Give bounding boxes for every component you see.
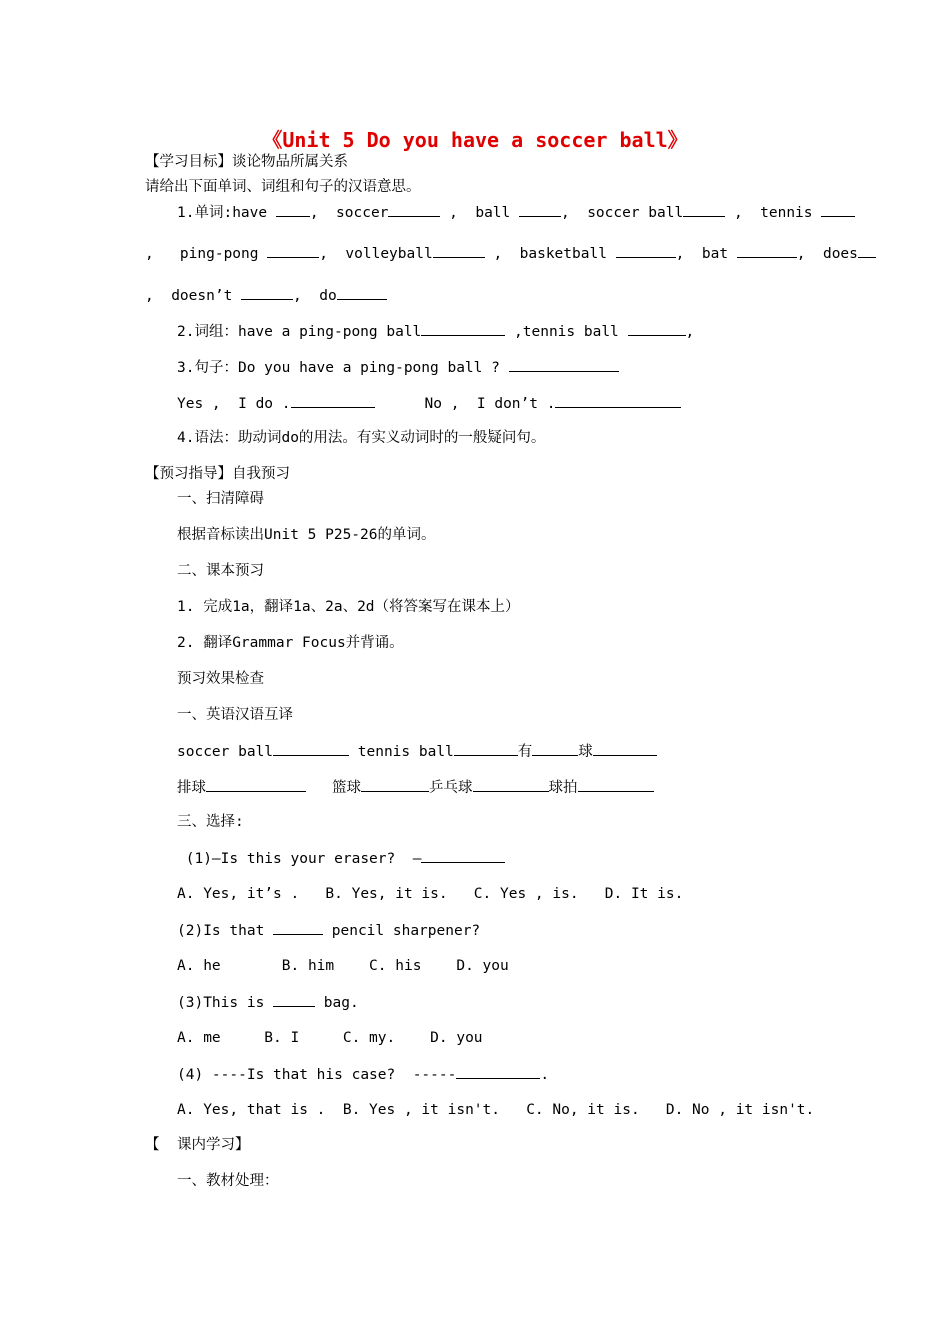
vocab-text: , do — [293, 288, 337, 304]
question-text: bag. — [315, 995, 359, 1011]
answer-blank[interactable] — [337, 285, 387, 300]
vocab-text: , tennis — [725, 205, 822, 221]
phrase-line — [177, 321, 694, 342]
vocab-line-2 — [145, 243, 876, 264]
answer-blank[interactable] — [454, 741, 518, 756]
section-text: 2. 翻译Grammar Focus并背诵。 — [177, 635, 404, 651]
question-text: . — [540, 1067, 550, 1083]
translate-row-1 — [177, 741, 657, 762]
answer-blank[interactable] — [578, 777, 654, 792]
vocab-line-3 — [145, 285, 387, 306]
question-2 — [177, 920, 480, 941]
section-text: 根据音标读出Unit 5 P25-26的单词。 — [177, 527, 436, 543]
answer-blank[interactable] — [683, 202, 725, 217]
phrase-text: 2.词组：have a ping-pong ball — [177, 324, 422, 340]
word: 有 — [517, 744, 533, 760]
phrase-text: , — [685, 324, 695, 340]
vocab-text: 1.单词:have — [177, 205, 276, 221]
question-text: (3)This is — [177, 995, 274, 1011]
word: soccer ball — [177, 744, 274, 760]
answer-blank[interactable] — [555, 393, 681, 408]
instruction: 请给出下面单词、词组和句子的汉语意思。 — [145, 179, 421, 195]
word: 球 — [578, 744, 593, 760]
vocab-text: , soccer ball — [561, 205, 684, 221]
answer-blank[interactable] — [433, 243, 485, 258]
vocab-text: , basketball — [484, 246, 616, 262]
vocab-line-1 — [177, 202, 855, 223]
vocab-text: , bat — [675, 246, 737, 262]
preview-header: 【预习指导】自我预习 — [145, 466, 290, 482]
question-3-options: A. me B. I C. my. D. you — [177, 1030, 483, 1046]
section-heading: 二、课本预习 — [177, 563, 264, 579]
word: 篮球 — [332, 780, 361, 796]
answer-blank[interactable] — [361, 777, 429, 792]
answer-blank[interactable] — [421, 848, 505, 863]
learning-goal: 【学习目标】谈论物品所属关系 — [145, 154, 348, 170]
question-4 — [177, 1064, 549, 1085]
section-heading: 一、扫清障碍 — [177, 491, 264, 507]
answer-blank[interactable] — [532, 741, 578, 756]
question-text: (1)—Is this your eraser? — — [177, 851, 422, 867]
answer-blank[interactable] — [273, 741, 349, 756]
question-1 — [177, 848, 505, 869]
answer-blank[interactable] — [388, 202, 440, 217]
answer-blank[interactable] — [276, 202, 310, 217]
choice-header: 三、选择: — [177, 814, 244, 830]
grammar-line: 4.语法：助动词do的用法。有实义动词时的一般疑问句。 — [177, 430, 546, 446]
answer-blank[interactable] — [821, 202, 855, 217]
answer-blank[interactable] — [737, 243, 797, 258]
question-4-options: A. Yes, that is . B. Yes , it isn't. C. No, it is. D. No , it isn't. — [177, 1102, 815, 1118]
section-text: 1. 完成1a，翻译1a、2a、2d（将答案写在课本上） — [177, 599, 520, 615]
section-heading: 一、英语汉语互译 — [177, 707, 293, 723]
answer-yes: Yes , I do . — [177, 396, 291, 412]
word: 排球 — [177, 780, 206, 796]
question-text: (2)Is that — [177, 923, 274, 939]
vocab-text: , volleyball — [319, 246, 433, 262]
section-heading: 一、教材处理： — [177, 1173, 279, 1189]
vocab-text: , soccer — [309, 205, 389, 221]
vocab-text: , does — [796, 246, 858, 262]
question-2-options: A. he B. him C. his D. you — [177, 958, 509, 974]
answer-blank[interactable] — [616, 243, 676, 258]
answer-blank[interactable] — [206, 777, 306, 792]
answer-blank[interactable] — [267, 243, 319, 258]
answer-blank[interactable] — [291, 393, 375, 408]
sentence-line — [177, 357, 619, 378]
answer-blank[interactable] — [421, 321, 505, 336]
question-1-options: A. Yes, it’s . B. Yes, it is. C. Yes , is. D. It is. — [177, 886, 684, 902]
vocab-text: , ping-pong — [145, 246, 268, 262]
answer-blank[interactable] — [593, 741, 657, 756]
question-text: (4) ----Is that his case? ----- — [177, 1067, 457, 1083]
sentence-text: 3.句子：Do you have a ping-pong ball ? — [177, 360, 509, 376]
question-3 — [177, 992, 359, 1013]
answer-blank[interactable] — [273, 920, 323, 935]
word: 球拍 — [548, 780, 578, 796]
page-title: 《Unit 5 Do you have a soccer ball》 — [262, 128, 688, 152]
answer-blank[interactable] — [241, 285, 293, 300]
answer-blank[interactable] — [473, 777, 549, 792]
yes-no-line — [177, 393, 681, 414]
answer-blank[interactable] — [519, 202, 561, 217]
answer-no: No , I don’t . — [424, 396, 556, 412]
word: tennis ball — [349, 744, 454, 760]
word: 乒乓球 — [429, 780, 473, 796]
answer-blank[interactable] — [456, 1064, 540, 1079]
answer-blank[interactable] — [509, 357, 619, 372]
inclass-header: 【 课内学习】 — [145, 1137, 250, 1153]
answer-blank[interactable] — [628, 321, 686, 336]
answer-blank[interactable] — [858, 243, 876, 258]
vocab-text: , ball — [440, 205, 519, 221]
translate-row-2 — [177, 777, 654, 798]
vocab-text: , doesn’t — [145, 288, 242, 304]
check-heading: 预习效果检查 — [177, 671, 264, 687]
question-text: pencil sharpener? — [323, 923, 481, 939]
phrase-text: ,tennis ball — [505, 324, 628, 340]
answer-blank[interactable] — [273, 992, 315, 1007]
